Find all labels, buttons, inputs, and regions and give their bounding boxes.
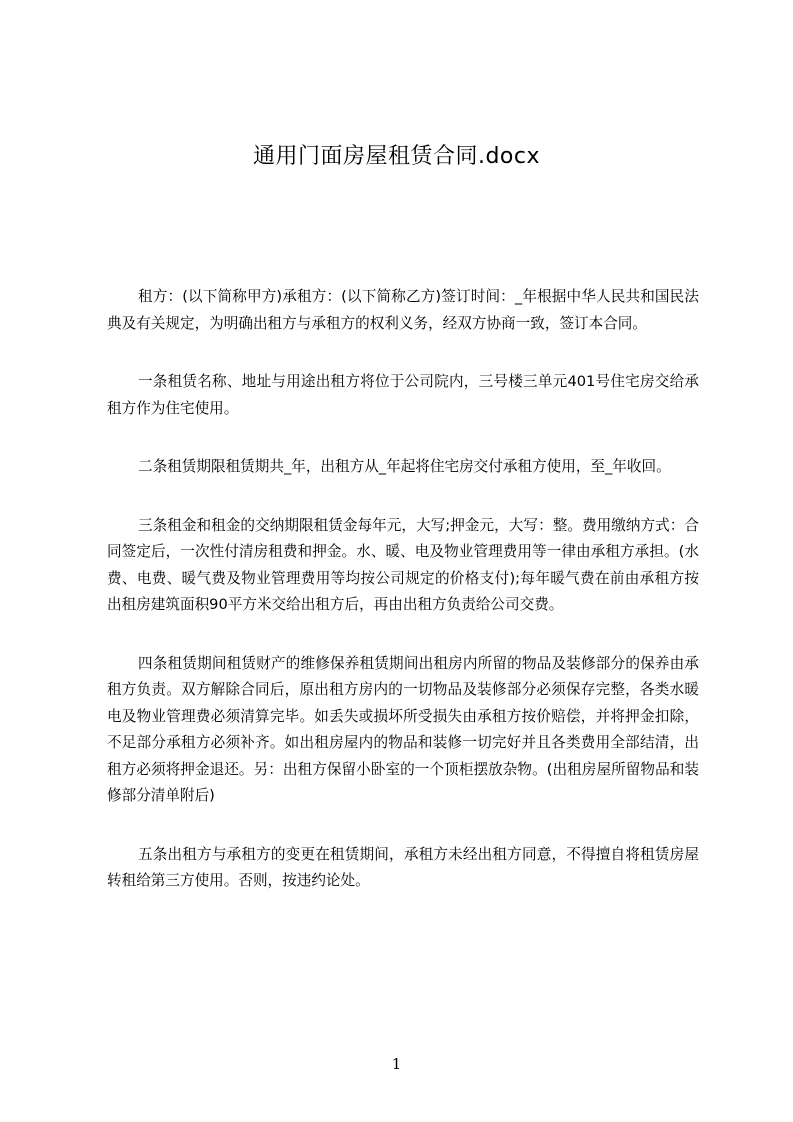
paragraph-article-5: 五条出租方与承租方的变更在租赁期间，承租方未经出租方同意，不得擅自将租赁房屋转租给第三方使用。否则，按违约论处。: [107, 845, 699, 889]
paragraph-preamble: 租方：(以下简称甲方)承租方：(以下简称乙方)签订时间：_年根据中华人民共和国民法典及有关规定，为明确出租方与承租方的权利义务，经双方协商一致，签订本合同。: [107, 288, 699, 332]
paragraph-article-4: 四条租赁期间租赁财产的维修保养租赁期间出租房内所留的物品及装修部分的保养由承租方负责。双方解除合同后，原出租方房内的一切物品及装修部分必须保存完整，各类水暖电及物业管理费必须清算完毕。如丢失或损坏所受损失由承租方按价赔偿，并将押金扣除，不足部分承租方必须补齐。如出租房屋内的物品和装修一切完好并且各类费用全部结清，出租方必须将押金退还。另：出租方保留小卧室的一个顶柜摆放杂物。(出租房屋所留物品和装修部分清单附后): [107, 654, 699, 804]
paragraph-article-2: 二条租赁期限租赁期共_年，出租方从_年起将住宅房交付承租方使用，至_年收回。: [138, 458, 671, 475]
page-number: 1: [391, 1055, 402, 1073]
paragraph-article-1: 一条租赁名称、地址与用途出租方将位于公司院内，三号楼三单元401号住宅房交给承租方作为住宅使用。: [107, 373, 699, 417]
paragraph-article-3: 三条租金和租金的交纳期限租赁金每年元，大写;押金元，大写：整。费用缴纳方式：合同签定后，一次性付清房租费和押金。水、暖、电及物业管理费用等一律由承租方承担。(水费、电费、暖气费及物业管理费用等均按公司规定的价格支付);每年暖气费在前由承租方按出租房建筑面积90平方米交给出租方后，再由出租方负责给公司交费。: [107, 516, 699, 613]
document-body: [107, 284, 699, 927]
document-title: 通用门面房屋租赁合同.docx: [252, 144, 541, 169]
